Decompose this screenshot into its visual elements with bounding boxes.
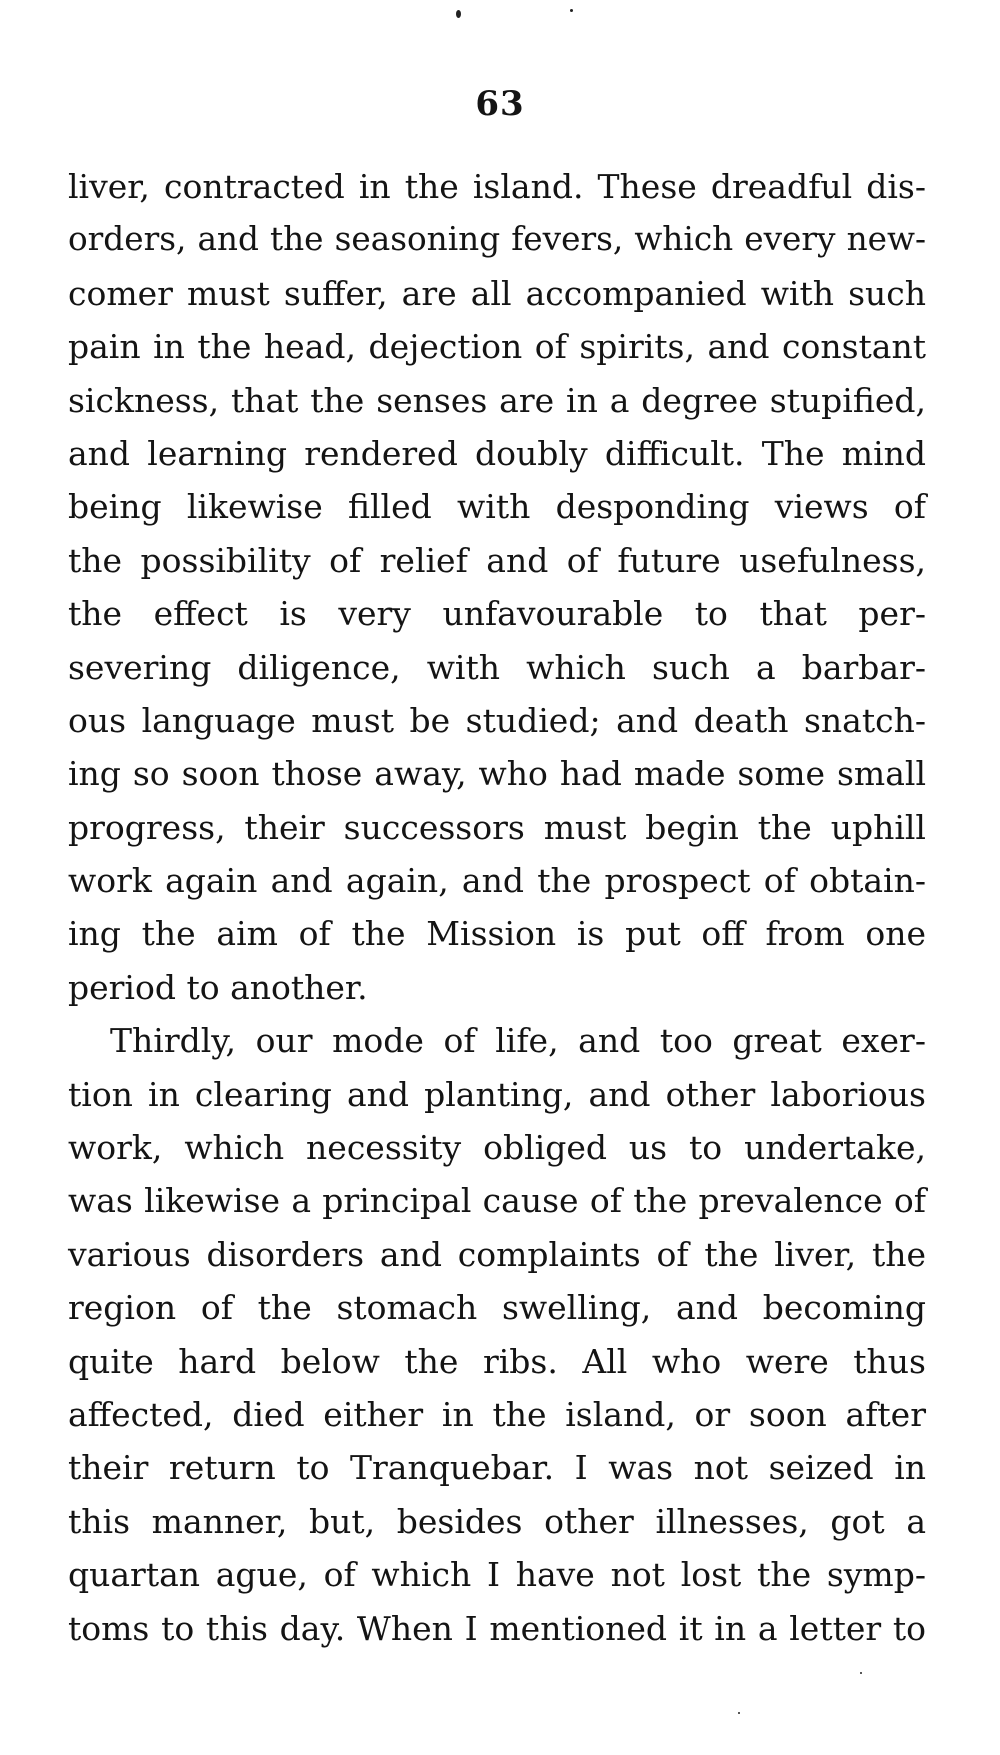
body-text — [68, 160, 926, 1655]
text-line: comer must suffer, are all accompanied with such — [68, 273, 926, 313]
text-line: orders, and the seasoning fevers, which every new- — [68, 220, 926, 259]
page-number: 63 — [475, 84, 525, 124]
text-line: ing the aim of the Mission is put off from one — [68, 914, 926, 954]
text-line: the effect is very unfavourable to that per- — [68, 594, 926, 634]
text-line: and learning rendered doubly difficult. The mind — [68, 433, 926, 473]
text-line: affected, died either in the island, or soon after — [68, 1394, 926, 1434]
text-line: ing so soon those away, who had made some small — [68, 754, 926, 794]
paragraph-1 — [68, 160, 926, 1014]
text-line: ous language must be studied; and death snatch- — [68, 700, 926, 740]
paragraph-2 — [68, 1014, 926, 1655]
text-line: their return to Tranquebar. I was not seized in — [68, 1448, 926, 1488]
text-line: being likewise filled with desponding views of — [68, 487, 926, 527]
text-line: region of the stomach swelling, and becoming — [68, 1288, 926, 1328]
print-speck — [456, 10, 461, 18]
text-line: Thirdly, our mode of life, and too great exer- — [110, 1021, 926, 1061]
print-speck — [570, 9, 573, 12]
text-line: the possibility of relief and of future usefulness, — [68, 540, 926, 580]
text-line: quartan ague, of which I have not lost the symp- — [68, 1555, 926, 1595]
text-line: this manner, but, besides other illnesses, got a — [68, 1501, 926, 1541]
print-speck — [860, 1672, 862, 1674]
text-line: progress, their successors must begin the uphill — [68, 807, 926, 847]
text-line: tion in clearing and planting, and other laborious — [68, 1074, 926, 1114]
text-line: various disorders and complaints of the liver, the — [68, 1234, 926, 1274]
text-line: work, which necessity obliged us to undertake, — [68, 1128, 926, 1168]
text-line: pain in the head, dejection of spirits, and constant — [68, 327, 926, 367]
text-line: toms to this day. When I mentioned it in a letter to — [68, 1608, 926, 1648]
print-speck — [738, 1712, 740, 1714]
text-line: was likewise a principal cause of the prevalence of — [68, 1181, 926, 1221]
text-line: work again and again, and the prospect of obtain- — [68, 861, 926, 901]
text-line: quite hard below the ribs. All who were thus — [68, 1341, 926, 1381]
text-line: severing diligence, with which such a barbar- — [68, 647, 926, 687]
text-line: period to another. — [68, 967, 368, 1007]
text-line: sickness, that the senses are in a degree stupified, — [68, 380, 926, 420]
text-line: liver, contracted in the island. These dreadful dis- — [68, 167, 926, 206]
